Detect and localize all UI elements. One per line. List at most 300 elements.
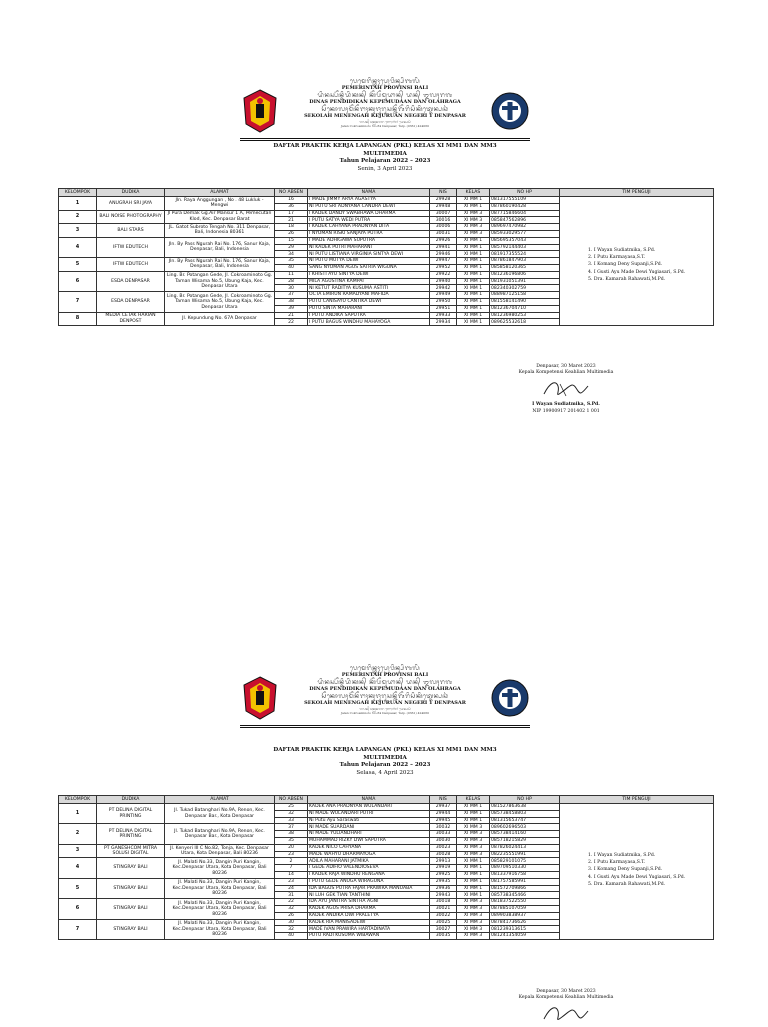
- group-number: 3: [59, 844, 97, 858]
- penguji-item: 3. I Komang Deny Supanji,S.Pd.: [588, 262, 663, 268]
- kelas-cell: XI MM 3: [457, 831, 490, 838]
- nama-cell: NI PUTU MUTYA DEWI: [308, 258, 430, 265]
- kelas-cell: XI MM 3: [457, 851, 490, 858]
- dudika-cell: ANUGRAH SRI JAYA: [97, 197, 165, 211]
- letterhead-school: SEKOLAH MENENGAH KEJURUAN NEGERI 1 DENPASAR: [304, 113, 466, 119]
- absen-cell: 2: [275, 858, 308, 865]
- hp-cell: 081239313615: [490, 926, 560, 933]
- column-header: NO HP: [490, 796, 560, 804]
- group-number: 6: [59, 271, 97, 291]
- absen-cell: 28: [275, 278, 308, 285]
- hp-cell: 087885107059: [490, 905, 560, 912]
- group-number: 8: [59, 312, 97, 326]
- kelas-cell: XI MM 3: [457, 837, 490, 844]
- title-date: Senin, 3 April 2023: [357, 165, 413, 172]
- column-header: KELAS: [457, 189, 490, 197]
- absen-cell: 35: [275, 258, 308, 265]
- bali-province-emblem-icon: [240, 675, 280, 721]
- tim-penguji-list: [588, 852, 718, 888]
- signature-block: [486, 364, 646, 415]
- kelas-cell: XI MM 1: [457, 278, 490, 285]
- nis-cell: 29928: [430, 197, 457, 204]
- hp-cell: 087841736626: [490, 919, 560, 926]
- absen-cell: 38: [275, 298, 308, 305]
- hp-cell: 081572709866: [490, 885, 560, 892]
- absen-cell: 21: [275, 217, 308, 224]
- hp-cell: 085829101075: [490, 858, 560, 865]
- hp-cell: 085695357043: [490, 237, 560, 244]
- penguji-item: 3. I Komang Deny Supanji,S.Pd.: [588, 867, 663, 873]
- title-line-2: MULTIMEDIA: [363, 150, 407, 157]
- letterhead-script-3: ᬲᭂᬓᭀᬮᬄᬫᭂᬦᭂᬗᬄᬓᬸᬚᬸᬭᬸᬲᬦ᭄ᬦᭂᬕᭂᬭᬶᬲᬶᬓᬶᬢ᭄ᬤᬾᬦ᭄ᬧᬲᬃ: [321, 106, 449, 113]
- column-header: NAMA: [308, 189, 430, 197]
- table-header-row: [59, 189, 714, 197]
- penguji-item: 2. I Putu Karmayasa,S.T.: [588, 255, 646, 261]
- nama-cell: IDA AYU JANITRA SINTHA AGNI: [308, 899, 430, 906]
- nama-cell: NI PUTU LISTIANA VIRGINIA SINTYA DEWI: [308, 251, 430, 258]
- nama-cell: IDA BAGUS PUTRA FAJAR PRAWIRA MANUABA: [308, 885, 430, 892]
- nama-cell: Ni Putu Ayu Saraswati: [308, 817, 430, 824]
- absen-cell: 22: [275, 899, 308, 906]
- kelas-cell: XI MM 3: [457, 217, 490, 224]
- title-line-1: DAFTAR PRAKTIK KERJA LAPANGAN (PKL) KELAS XI MM1 DAN MM3: [273, 747, 497, 753]
- absen-cell: 39: [275, 305, 308, 312]
- letterhead-address: Jalan Cokroaminoto No.84 Denpasar, Telp. (0361) 424060: [340, 124, 430, 128]
- nama-cell: PUTU RADI KUSUMA WIBAWAN: [308, 933, 430, 940]
- nis-cell: 29937: [430, 804, 457, 811]
- alamat-cell: Jl Pura Demak Gg.Air Mansur 1 A, Pemecutan Klod, Kec. Denpasar Barat: [165, 210, 275, 224]
- nama-cell: KADEK AGUS PRISA DHARMA: [308, 905, 430, 912]
- hp-cell: 085738458803: [490, 810, 560, 817]
- absen-cell: 30: [275, 285, 308, 292]
- table-row: [59, 804, 714, 811]
- dudika-cell: BALI NOISE PHOTOGRAPHY: [97, 210, 165, 224]
- column-header: TIM PENGUJI: [560, 189, 714, 197]
- penguji-item: 5. Dra. Kamarah Rahawati,M.Pd.: [588, 276, 666, 282]
- nama-cell: I GEDE ADIFIO VALENDIOSEVA: [308, 865, 430, 872]
- kelas-cell: XI MM 1: [457, 197, 490, 204]
- dudika-cell: STINGRAY BALI: [97, 899, 165, 919]
- alamat-cell: Jl. Malati No.33, Dangin Puri Kangin, Kec.Denpasar Utara, Kota Denpasar, Bali 80236: [165, 878, 275, 898]
- nis-cell: 30025: [430, 919, 457, 926]
- absen-cell: 17: [275, 210, 308, 217]
- absen-cell: 11: [275, 271, 308, 278]
- title-line-2: MULTIMEDIA: [363, 754, 407, 761]
- group-number: 7: [59, 292, 97, 312]
- letterhead-school: SEKOLAH MENENGAH KEJURUAN NEGERI 1 DENPASAR: [304, 700, 466, 706]
- hp-cell: 081837522550: [490, 899, 560, 906]
- kelas-cell: XI MM 1: [457, 865, 490, 872]
- sign-name: I Wayan Sudiatmika, S.Pd.: [532, 402, 600, 408]
- nis-cell: 29946: [430, 251, 457, 258]
- absen-cell: 26: [275, 912, 308, 919]
- nis-cell: 29913: [430, 858, 457, 865]
- kelas-cell: XI MM 1: [457, 251, 490, 258]
- group-number: 3: [59, 224, 97, 238]
- letterhead-government: PEMERINTAH PROVINSI BALI: [341, 85, 429, 91]
- nis-cell: 29922: [430, 271, 457, 278]
- nis-cell: 30022: [430, 912, 457, 919]
- penguji-item: 4. I Gusti Ayu Made Dewi Yugiasari, S.Pd.: [588, 874, 686, 880]
- title-line-3: Tahun Pelajaran 2022 – 2023: [339, 158, 431, 165]
- hp-cell: 081337916758: [490, 871, 560, 878]
- nama-cell: MADE WAHYU DHARMAYOGA: [308, 851, 430, 858]
- absen-cell: 32: [275, 926, 308, 933]
- title-date: Selasa, 4 April 2023: [356, 769, 414, 776]
- nama-cell: I NYOMAN RISKI SANJAYA PUTRA: [308, 230, 430, 237]
- absen-cell: 18: [275, 224, 308, 231]
- absen-cell: 34: [275, 251, 308, 258]
- kelas-cell: XI MM 3: [457, 919, 490, 926]
- nis-cell: 29943: [430, 892, 457, 899]
- hp-cell: 087715846604: [490, 210, 560, 217]
- column-header: NO HP: [490, 189, 560, 197]
- alamat-cell: JL. Gatot Subroto Tengah No. 311 Denpasar, Bali, Indonesia 80361: [165, 224, 275, 238]
- dudika-cell: IFTW EDUTECH: [97, 237, 165, 257]
- absen-cell: 32: [275, 810, 308, 817]
- kelas-cell: XI MM 3: [457, 224, 490, 231]
- penguji-item: 5. Dra. Kamarah Rahawati,M.Pd.: [588, 881, 666, 887]
- absen-cell: 40: [275, 933, 308, 940]
- nama-cell: NI PUTU SRI ADNYANA CANDRA DEWI: [308, 203, 430, 210]
- nama-cell: I PUTU ANDIKA SAPUTRA: [308, 312, 430, 319]
- alamat-cell: Jl. Malati No.33, Dangin Puri Kangin, Kec.Denpasar Utara, Kota Denpasar, Bali 80236: [165, 919, 275, 939]
- absen-cell: 25: [275, 804, 308, 811]
- column-header: TIM PENGUJI: [560, 796, 714, 804]
- letterhead: [240, 78, 530, 140]
- nis-cell: 30028: [430, 851, 457, 858]
- hp-cell: 081315653747: [490, 817, 560, 824]
- absen-cell: 40: [275, 264, 308, 271]
- hp-cell: 089709510330: [490, 865, 560, 872]
- kelas-cell: XI MM 1: [457, 878, 490, 885]
- kelas-cell: XI MM 1: [457, 319, 490, 326]
- nis-cell: 30006: [430, 224, 457, 231]
- group-number: 1: [59, 804, 97, 824]
- signature-icon: [536, 378, 596, 400]
- group-number: 5: [59, 878, 97, 898]
- kelas-cell: XI MM 1: [457, 312, 490, 319]
- kelas-cell: XI MM 3: [457, 899, 490, 906]
- dudika-cell: BALI STARS: [97, 224, 165, 238]
- nis-cell: 29948: [430, 203, 457, 210]
- group-number: 7: [59, 919, 97, 939]
- absen-cell: 14: [275, 871, 308, 878]
- bali-province-emblem-icon: [240, 88, 280, 134]
- title-line-3: Tahun Pelajaran 2022 – 2023: [339, 762, 431, 769]
- column-header: ALAMAT: [165, 796, 275, 804]
- nis-cell: 29926: [430, 237, 457, 244]
- hp-cell: 089602696503: [490, 824, 560, 831]
- kelas-cell: XI MM 3: [457, 210, 490, 217]
- column-header: DUDIKA: [97, 796, 165, 804]
- kelas-cell: XI MM 3: [457, 933, 490, 940]
- group-number: 1: [59, 197, 97, 211]
- nis-cell: 30035: [430, 933, 457, 940]
- sign-nip: NIP 19900917 201402 1 001: [532, 408, 600, 414]
- nama-cell: NI KETUT RADITYA KUSUMA ASTITI: [308, 285, 430, 292]
- sign-place-date: Denpasar, 30 Maret 2023: [536, 364, 596, 369]
- nis-cell: 29950: [430, 298, 457, 305]
- nama-cell: MUHAMMAD RIZKY DWI SAPUTRA: [308, 837, 430, 844]
- nama-cell: I PUTU BAGUS WINDHU MAHAYOGA: [308, 319, 430, 326]
- hp-cell: 081757585991: [490, 878, 560, 885]
- hp-cell: 081236196806: [490, 271, 560, 278]
- nis-cell: 29944: [430, 810, 457, 817]
- dudika-cell: IFTW EDUTECH: [97, 258, 165, 272]
- hp-cell: 085738414160: [490, 831, 560, 838]
- alamat-cell: Jl. Kenyeri III C No.82, Tonja, Kec. Denpasar Utara, Kota Denpasar, Bali 80236: [165, 844, 275, 858]
- nama-cell: I MADE JIMMY ARYA AGASTYA: [308, 197, 430, 204]
- nis-cell: 30033: [430, 831, 457, 838]
- absen-cell: 7: [275, 865, 308, 872]
- kelas-cell: XI MM 1: [457, 285, 490, 292]
- nama-cell: I KADEK DANDY SWABHAWA DHARMA: [308, 210, 430, 217]
- sign-place-date: Denpasar, 30 Maret 2023: [536, 989, 596, 994]
- alamat-cell: Jln. By Pass Ngurah Rai No. 176, Sanur Kaja, Denpasar, Bali, Indonesia: [165, 258, 275, 272]
- hp-cell: 081917355524: [490, 251, 560, 258]
- tut-wuri-handayani-icon: [490, 675, 530, 721]
- alamat-cell: Jln. By Pass Ngurah Rai No. 176, Sanur Kaja, Denpasar, Bali, Indonesia: [165, 237, 275, 257]
- hp-cell: 081317555109: [490, 197, 560, 204]
- nama-cell: SANG NYOMAN AGUS SATRIA WIGUNA: [308, 264, 430, 271]
- penguji-item: 2. I Putu Karmayasa,S.T.: [588, 860, 646, 866]
- column-header: ALAMAT: [165, 189, 275, 197]
- kelas-cell: XI MM 1: [457, 858, 490, 865]
- kelas-cell: XI MM 1: [457, 264, 490, 271]
- group-number: 4: [59, 237, 97, 257]
- sign-role: Kepala Kompetensi Keahlian Multimedia: [518, 370, 614, 376]
- nama-cell: I KHISTI AYU SINTYA DEWI: [308, 271, 430, 278]
- dudika-cell: STINGRAY BALI: [97, 858, 165, 878]
- hp-cell: 085847562896: [490, 217, 560, 224]
- nama-cell: PUTU CANISAYU CANTIKA DEWI: [308, 298, 430, 305]
- absen-cell: 16: [275, 197, 308, 204]
- nis-cell: 29949: [430, 292, 457, 299]
- hp-cell: 082235551991: [490, 851, 560, 858]
- absen-cell: 35: [275, 837, 308, 844]
- nis-cell: 29951: [430, 305, 457, 312]
- dudika-cell: ESDA DENPASAR: [97, 292, 165, 312]
- dudika-cell: STINGRAY BALI: [97, 878, 165, 898]
- letterhead-address-script: ᬚᬮᬦ᭄ ᬘᬓ᭄ᬭᬦᬕᬭ ᬦᭀ᭞᭑᭗ ᬤᬾᬦ᭄ᬧᬲᬃ: [359, 707, 411, 711]
- column-header: NO ABSEN: [275, 796, 308, 804]
- kelas-cell: XI MM 1: [457, 892, 490, 899]
- nama-cell: I PUTU GEDE ANUGA WIRAGUNA: [308, 878, 430, 885]
- absen-cell: 26: [275, 230, 308, 237]
- table-row: [59, 197, 714, 204]
- nis-cell: 29945: [430, 817, 457, 824]
- letterhead-script-1: ᬧᬾᬫᬾᬭᬶᬦ᭄ᬢᬄᬧ᭄ᬭᭀᬯᬶᬦ᭄ᬲᬶᬩᬮᬶ: [349, 78, 421, 85]
- column-header: DUDIKA: [97, 189, 165, 197]
- nis-cell: 30032: [430, 824, 457, 831]
- nis-cell: 30021: [430, 905, 457, 912]
- kelas-cell: XI MM 1: [457, 244, 490, 251]
- hp-cell: 089903838937: [490, 912, 560, 919]
- letterhead: [240, 665, 530, 727]
- hp-cell: 081236704710: [490, 305, 560, 312]
- kelas-cell: XI MM 3: [457, 844, 490, 851]
- nama-cell: MILA AGUSTINA KAMPAI: [308, 278, 430, 285]
- group-number: 2: [59, 824, 97, 844]
- letterhead-divider: [240, 725, 530, 728]
- signature-icon: [536, 1003, 596, 1025]
- nis-cell: 30027: [430, 926, 457, 933]
- nama-cell: I MADE ADHIGAWA SUPUTRA: [308, 237, 430, 244]
- dudika-cell: PT DELINA DIGITAL PRINTING: [97, 804, 165, 824]
- hp-cell: 081527863638: [490, 804, 560, 811]
- letterhead-text: [284, 665, 486, 715]
- kelas-cell: XI MM 3: [457, 824, 490, 831]
- signature-block: [486, 989, 646, 1027]
- letterhead-text: [284, 78, 486, 128]
- hp-cell: 081241354059: [490, 933, 560, 940]
- nis-cell: 30007: [430, 210, 457, 217]
- title-line-1: DAFTAR PRAKTIK KERJA LAPANGAN (PKL) KELAS XI MM1 DAN MM3: [273, 143, 497, 149]
- kelas-cell: XI MM 3: [457, 230, 490, 237]
- nama-cell: I KADEK RAJA WINDHU RENGANA: [308, 871, 430, 878]
- absen-cell: 30: [275, 919, 308, 926]
- kelas-cell: XI MM 1: [457, 817, 490, 824]
- nama-cell: I PUTU SATYA WEDI PUTRA: [308, 217, 430, 224]
- kelas-cell: XI MM 1: [457, 203, 490, 210]
- column-header: NAMA: [308, 796, 430, 804]
- kelas-cell: XI MM 3: [457, 926, 490, 933]
- nis-cell: 30016: [430, 217, 457, 224]
- letterhead-government: PEMERINTAH PROVINSI BALI: [341, 672, 429, 678]
- absen-cell: 29: [275, 244, 308, 251]
- absen-cell: 32: [275, 905, 308, 912]
- letterhead-address: Jalan Cokroaminoto No.84 Denpasar, Telp. (0361) 424060: [340, 711, 430, 715]
- nama-cell: NI LUH GEK TIAN TANTHINI: [308, 892, 430, 899]
- hp-cell: 082340302759: [490, 285, 560, 292]
- nis-cell: 30031: [430, 230, 457, 237]
- absen-cell: 37: [275, 824, 308, 831]
- absen-cell: 24: [275, 885, 308, 892]
- absen-cell: 15: [275, 237, 308, 244]
- dudika-cell: PT GANESHCOM MITRA SOLUSI DIGITAL: [97, 844, 165, 858]
- tim-penguji-list: [588, 247, 718, 283]
- absen-cell: 37: [275, 292, 308, 299]
- dudika-cell: ESDA DENPASAR: [97, 271, 165, 291]
- absen-cell: 22: [275, 319, 308, 326]
- dudika-cell: PT DELINA DIGITAL PRINTING: [97, 824, 165, 844]
- alamat-cell: Ling. Br. Potangan Gede, Jl. Cokroaminoto Gg. Taman Wisama No.5, Ubung Kaja, Kec. Denpasar Utara: [165, 271, 275, 291]
- hp-cell: 085792144403: [490, 244, 560, 251]
- kelas-cell: XI MM 1: [457, 292, 490, 299]
- kelas-cell: XI MM 1: [457, 810, 490, 817]
- absen-cell: 23: [275, 851, 308, 858]
- hp-cell: 087861847903: [490, 258, 560, 265]
- hp-cell: 088987125158: [490, 292, 560, 299]
- hp-cell: 087860190428: [490, 203, 560, 210]
- nis-cell: 29935: [430, 878, 457, 885]
- kelas-cell: XI MM 1: [457, 298, 490, 305]
- nama-cell: MADE IVAN PRAWIRA HARTADINATA: [308, 926, 430, 933]
- group-number: 5: [59, 258, 97, 272]
- absen-cell: 21: [275, 312, 308, 319]
- nis-cell: 29936: [430, 885, 457, 892]
- nama-cell: I KADEK CAHYANA PRADNYAN DITA: [308, 224, 430, 231]
- penguji-item: 4. I Gusti Ayu Made Dewi Yugiasari, S.Pd.: [588, 269, 686, 275]
- nis-cell: 29919: [430, 865, 457, 872]
- penguji-item: 1. I Wayan Sudiatmika, S.Pd.: [588, 248, 656, 253]
- nama-cell: KADEK NICO CAHYANA: [308, 844, 430, 851]
- alamat-cell: Jl. Kepundung No. 67A Denpasar: [165, 312, 275, 326]
- table-header-row: [59, 796, 714, 804]
- column-header: KELAS: [457, 796, 490, 804]
- hp-cell: 081236980253: [490, 312, 560, 319]
- column-header: NIS: [430, 796, 457, 804]
- nis-cell: 29934: [430, 319, 457, 326]
- alamat-cell: Jl. Malati No.33, Dangin Puri Kangin, Kec.Denpasar Utara, Kota Denpasar, Bali 80236: [165, 899, 275, 919]
- nama-cell: NI KADEK PUTRI MAHARANI: [308, 244, 430, 251]
- hp-cell: 085933029577: [490, 230, 560, 237]
- hp-cell: 081931051391: [490, 278, 560, 285]
- dudika-cell: STINGRAY BALI: [97, 919, 165, 939]
- kelas-cell: XI MM 3: [457, 912, 490, 919]
- kelas-cell: XI MM 1: [457, 258, 490, 265]
- kelas-cell: XI MM 1: [457, 305, 490, 312]
- column-header: KELOMPOK: [59, 796, 97, 804]
- kelas-cell: XI MM 1: [457, 271, 490, 278]
- nis-cell: 29940: [430, 278, 457, 285]
- letterhead-divider: [240, 138, 530, 141]
- nis-cell: 30018: [430, 899, 457, 906]
- tut-wuri-handayani-icon: [490, 88, 530, 134]
- column-header: NIS: [430, 189, 457, 197]
- nama-cell: KADEK RIA MANISADEWI: [308, 919, 430, 926]
- kelas-cell: XI MM 1: [457, 885, 490, 892]
- nama-cell: ADILA MAHARANI JATMIKA: [308, 858, 430, 865]
- nama-cell: NI MADE WULANDARI PUTRI: [308, 810, 430, 817]
- group-number: 2: [59, 210, 97, 224]
- nis-cell: 29947: [430, 258, 457, 265]
- group-number: 4: [59, 858, 97, 878]
- nis-cell: 29941: [430, 244, 457, 251]
- hp-cell: 087826024413: [490, 844, 560, 851]
- sign-role: Kepala Kompetensi Keahlian Multimedia: [518, 995, 614, 1001]
- alamat-cell: Jl. Malati No.33, Dangin Puri Kangin, Kec.Denpasar Utara, Kota Denpasar, Bali 80236: [165, 858, 275, 878]
- nama-cell: KADEK ANDIKA DWI PRALETYA: [308, 912, 430, 919]
- hp-cell: 089625532618: [490, 319, 560, 326]
- nis-cell: 29933: [430, 312, 457, 319]
- letterhead-script-3: ᬲᭂᬓᭀᬮᬄᬫᭂᬦᭂᬗᬄᬓᬸᬚᬸᬭᬸᬲᬦ᭄ᬦᭂᬕᭂᬭᬶᬲᬶᬓᬶᬢ᭄ᬤᬾᬦ᭄ᬧᬲᬃ: [321, 693, 449, 700]
- nis-cell: 30030: [430, 837, 457, 844]
- alamat-cell: Jl. Tukad Batanghari No.9A, Renon, Kec. Denpasar Bar., Kota Denpasar: [165, 824, 275, 844]
- nama-cell: NI MADE SUARDANI: [308, 824, 430, 831]
- penguji-item: 1. I Wayan Sudiatmika, S.Pd.: [588, 853, 656, 858]
- letterhead-address-script: ᬚᬮᬦ᭄ ᬘᬓ᭄ᬭᬦᬕᬭ ᬦᭀ᭞᭑᭗ ᬤᬾᬦ᭄ᬧᬲᬃ: [359, 120, 411, 124]
- document-title: [200, 143, 570, 173]
- letterhead-script-1: ᬧᬾᬫᬾᬭᬶᬦ᭄ᬢᬄᬧ᭄ᬭᭀᬯᬶᬦ᭄ᬲᬶᬩᬮᬶ: [349, 665, 421, 672]
- letterhead-department: DINAS PENDIDIKAN KEPEMUDAAN DAN OLAHRAGA: [309, 99, 461, 105]
- kelas-cell: XI MM 1: [457, 871, 490, 878]
- hp-cell: 085718215829: [490, 837, 560, 844]
- alamat-cell: Jl. Tukad Batanghari No.9A, Renon, Kec. Denpasar Bar., Kota Denpasar: [165, 804, 275, 824]
- nama-cell: NI MADE YULIANDHARI: [308, 831, 430, 838]
- nama-cell: OCTA EMIRUN RAMADYANI MAFIDA: [308, 292, 430, 299]
- letterhead-script-2: ᬤᬶᬦᬲ᭄ᬧᭂᬦ᭄ᬤᬶᬤᬶᬓᬦ᭄ ᬓᭂᬧᭂᬫᬸᬤᬵᬦ᭄ ᬤᬦ᭄ ᬑᬮᬄᬭᬕ: [317, 679, 453, 686]
- absen-cell: 20: [275, 844, 308, 851]
- absen-cell: 23: [275, 878, 308, 885]
- absen-cell: 38: [275, 831, 308, 838]
- nis-cell: 29925: [430, 871, 457, 878]
- letterhead-script-2: ᬤᬶᬦᬲ᭄ᬧᭂᬦ᭄ᬤᬶᬤᬶᬓᬦ᭄ ᬓᭂᬧᭂᬫᬸᬤᬵᬦ᭄ ᬤᬦ᭄ ᬑᬮᬄᬭᬕ: [317, 92, 453, 99]
- nama-cell: PUTU SINTA MAHARANI: [308, 305, 430, 312]
- nama-cell: KADEK ANA PRADNYAN WULANDARI: [308, 804, 430, 811]
- hp-cell: 085858120365: [490, 264, 560, 271]
